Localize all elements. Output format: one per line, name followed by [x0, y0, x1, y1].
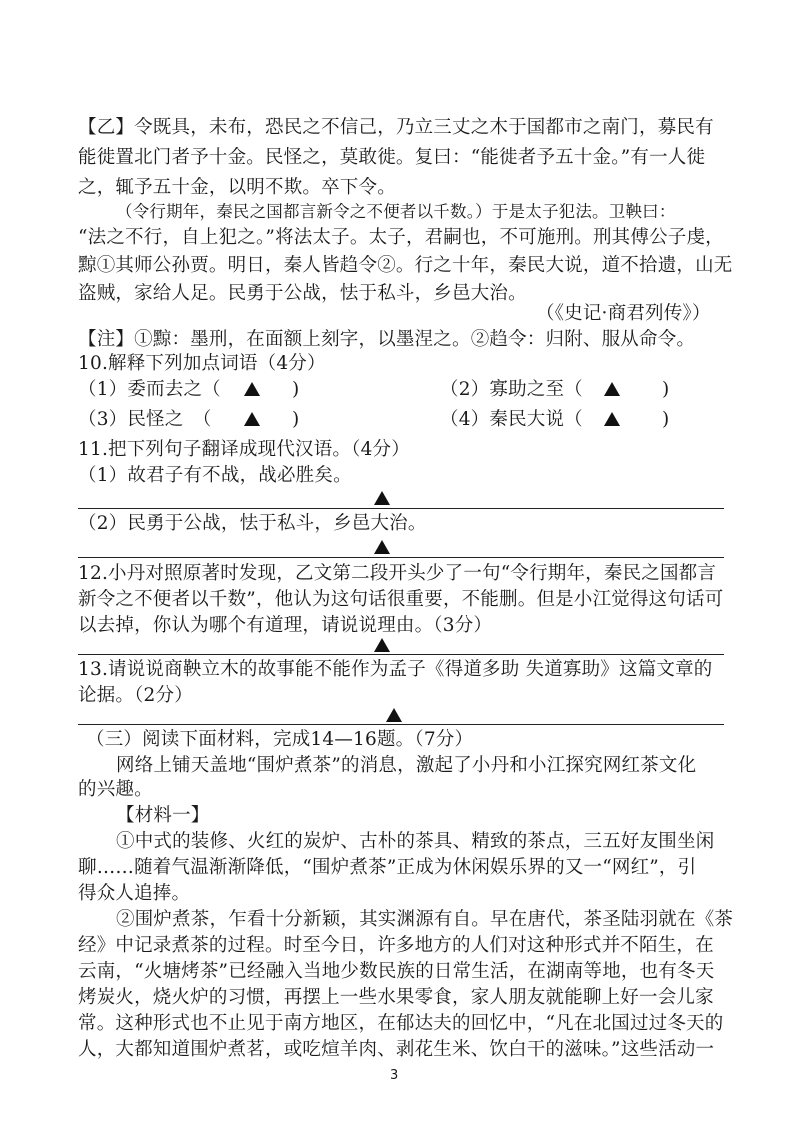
material1-para2-line-3: 云南，“火塘烤茶”已经融入当地少数民族的日常生活，在湖南等地，也有冬天 [78, 961, 715, 982]
q11-title: 11.把下列句子翻译成现代汉语。（4分） [78, 439, 410, 460]
answer-triangle-q10-4 [604, 412, 620, 426]
q13-line-2: 论据。（2分） [78, 685, 193, 706]
q10-item-3: （3）民怪之 （ [78, 409, 212, 430]
passage-b-line-3: 之，辄予五十金，以明不欺。卒下令。 [78, 177, 396, 198]
passage-b-line-2: 能徙置北门者予十金。民怪之，莫敢徙。复曰：“能徙者予五十金。”有一人徙 [78, 147, 706, 168]
q10-item-1-close: ) [292, 379, 300, 400]
q10-item-4: （4）秦民大说（ [440, 409, 583, 430]
answer-triangle-q11-2 [374, 540, 390, 554]
answer-triangle-q10-3 [244, 412, 260, 426]
answer-triangle-q11-1 [374, 491, 390, 505]
passage-b-line-4: （令行期年，秦民之国都言新令之不便者以千数。）于是太子犯法。卫鞅曰： [116, 202, 676, 221]
answer-triangle-q10-2 [604, 382, 620, 396]
material1-para2-line-5: 常。这种形式也不止见于南方地区，在郁达夫的回忆中，“凡在北国过过冬天的 [78, 1013, 724, 1034]
passage-b-line-5: “法之不行，自上犯之。”将法太子。太子，君嗣也，不可施刑。刑其傅公子虔， [78, 227, 724, 248]
q13-line-1: 13.请说说商鞅立木的故事能不能作为孟子《得道多助 失道寡助》这篇文章的 [78, 659, 713, 680]
answer-line-q11-2 [78, 557, 724, 558]
material1-label: 【材料一】 [116, 805, 210, 826]
q10-item-3-close: ) [292, 409, 300, 430]
q12-line-1: 12.小丹对照原著时发现，乙文第二段开头少了一句“令行期年，秦民之国都言 [78, 563, 717, 584]
q11-sentence-2: （2）民勇于公战，怯于私斗，乡邑大治。 [78, 513, 427, 534]
answer-line-q11-1 [78, 508, 724, 509]
material1-para1-line-2: 聊……随着气温渐渐降低，“围炉煮茶”正成为休闲娱乐界的又一“网红”，引 [78, 857, 697, 878]
q10-item-2-close: ) [662, 379, 670, 400]
passage-note: 【注】①黥：墨刑，在面额上刻字，以墨涅之。②趋令：归附、服从命令。 [78, 329, 696, 350]
passage-b-line-7: 盗贼，家给人足。民勇于公战，怯于私斗，乡邑大治。 [78, 283, 527, 304]
passage-source: （《史记·商君列传》） [536, 303, 711, 324]
answer-triangle-q10-1 [244, 382, 260, 396]
q11-sentence-1: （1）故君子有不战，战必胜矣。 [78, 465, 352, 486]
material1-para1-line-3: 得众人追捧。 [78, 883, 191, 904]
passage-b-line-6: 黥①其师公孙贾。明日，秦人皆趋令②。行之十年，秦民大说，道不拾遗，山无 [78, 255, 733, 276]
passage-b-line-1: 【乙】令既具，未布，恐民之不信己，乃立三丈之木于国都市之南门，募民有 [78, 117, 714, 138]
answer-triangle-q12 [374, 638, 390, 652]
material1-para1-line-1: ①中式的装修、火红的炭炉、古朴的茶具、精致的茶点，三五好友围坐闲 [116, 831, 715, 852]
material1-para2-line-1: ②围炉煮茶，乍看十分新颖，其实渊源有自。早在唐代，茶圣陆羽就在《茶 [116, 909, 734, 930]
q10-item-4-close: ) [662, 409, 670, 430]
q10-title: 10.解释下列加点词语（4分） [78, 353, 326, 374]
material1-para2-line-2: 经》中记录煮茶的过程。时至今日，许多地方的人们对这种形式并不陌生，在 [78, 935, 714, 956]
answer-triangle-q13 [386, 708, 402, 722]
answer-line-q12 [78, 654, 724, 655]
q10-item-2: （2）寡助之至（ [440, 379, 583, 400]
section3-intro-2: 的兴趣。 [78, 779, 153, 800]
q12-line-3: 以去掉，你认为哪个有道理，请说说理由。（3分） [78, 615, 493, 636]
material1-para2-line-6: 人，大都知道围炉煮茗，或吃煊羊肉、剥花生米、饮白干的滋味。”这些活动一 [78, 1039, 715, 1060]
page-number: 3 [390, 1068, 399, 1083]
section3-intro-1: 网络上铺天盖地“围炉煮茶”的消息，激起了小丹和小江探究网红茶文化 [116, 755, 697, 776]
answer-line-q13 [78, 724, 724, 725]
q12-line-2: 新令之不便者以千数”，他认为这句话很重要，不能删。但是小江觉得这句话可 [78, 589, 724, 610]
q10-item-1: （1）委而去之（ [78, 379, 221, 400]
material1-para2-line-4: 烤炭火，烧火炉的习惯，再摆上一些水果零食，家人朋友就能聊上好一会儿家 [78, 987, 714, 1008]
section3-title: （三）阅读下面材料，完成14—16题。（7分） [86, 729, 474, 750]
